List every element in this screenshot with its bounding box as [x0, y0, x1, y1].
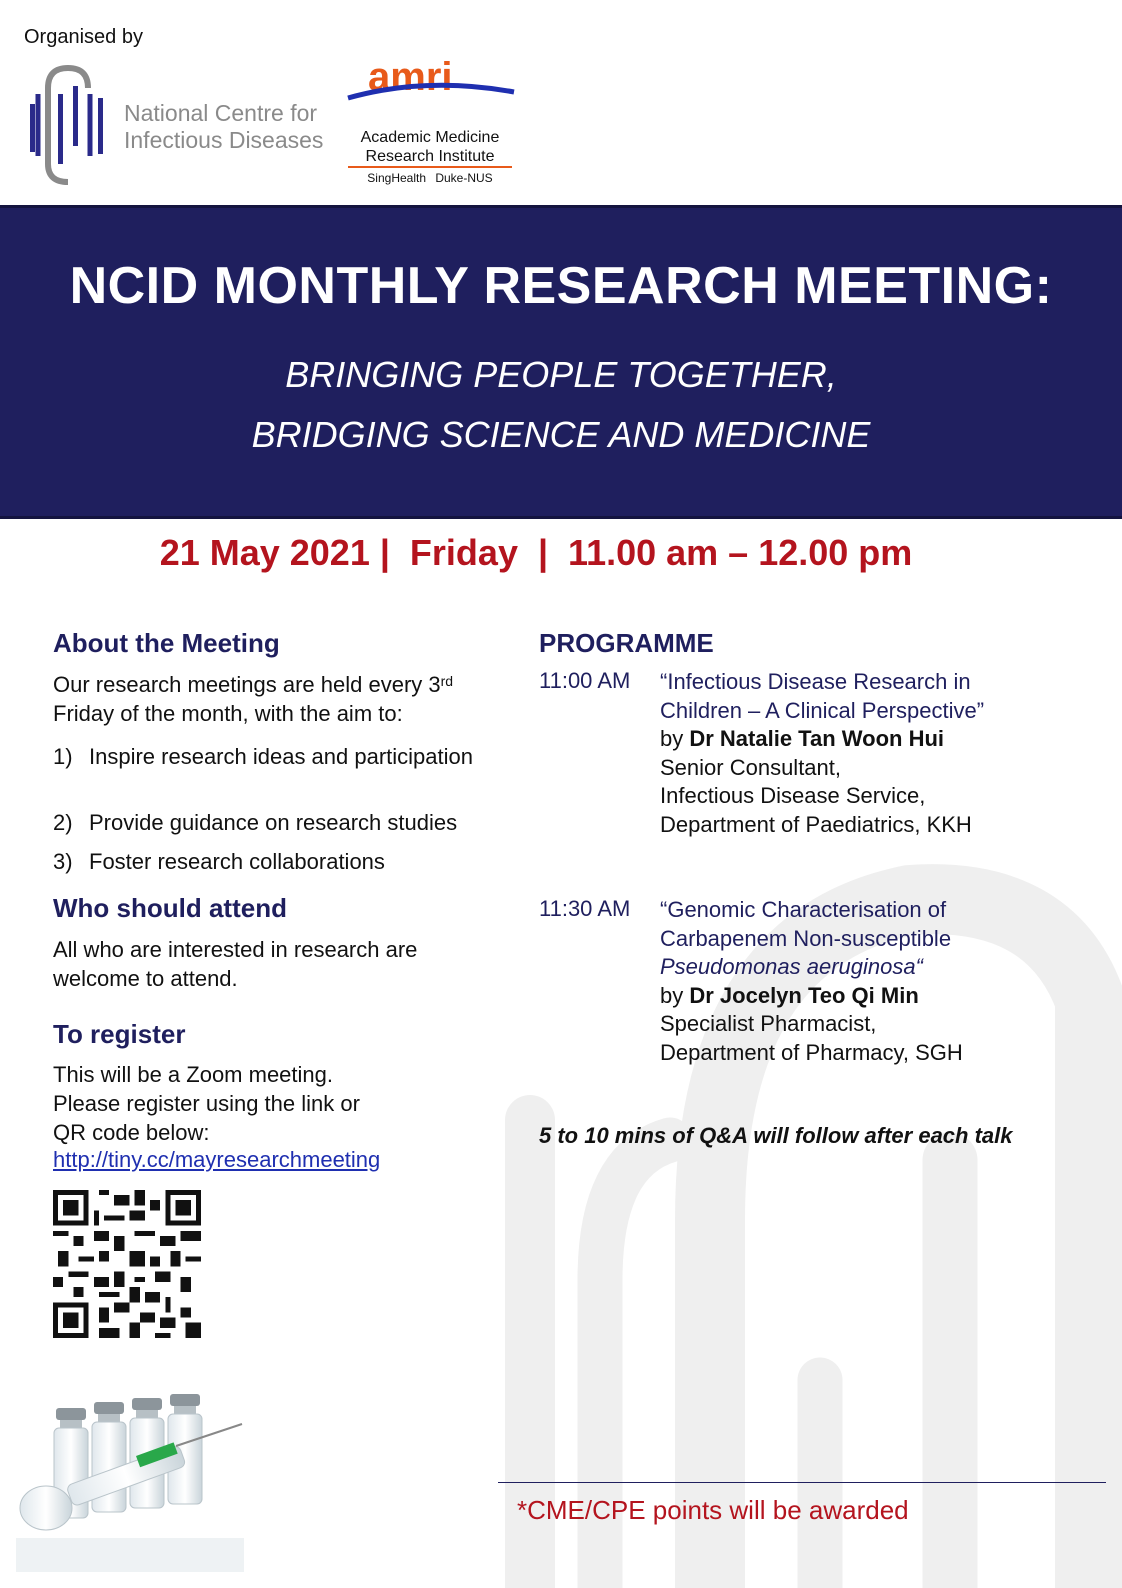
who-heading: Who should attend	[53, 893, 287, 923]
about-intro: Our research meetings are held every 3rd Friday of the month, with the aim to:	[53, 672, 454, 726]
talk-title: Pseudomonas aeruginosa“	[660, 954, 923, 980]
amri-name: Academic Medicine Research Institute	[360, 129, 500, 165]
page-title: NCID MONTHLY RESEARCH MEETING:	[69, 257, 1053, 315]
event-dateline: 21 May 2021 | Friday | 11.00 am – 12.00 pm	[159, 532, 913, 573]
who-text: All who are interested in research are welcome to attend.	[53, 937, 418, 991]
talk-title: Carbapenem Non-susceptible	[660, 925, 952, 951]
cme-note: *CME/CPE points will be awarded	[517, 1495, 909, 1525]
banner-subtitle-line1: BRINGING PEOPLE TOGETHER,	[285, 354, 837, 395]
ncid-name: National Centre for Infectious Diseases	[124, 100, 324, 153]
amri-divider	[348, 166, 512, 168]
qa-note: 5 to 10 mins of Q&A will follow after each talk	[539, 1123, 1013, 1148]
talk-title: Children – A Clinical Perspective”	[660, 697, 985, 723]
speaker-name: Dr Natalie Tan Woon Hui	[689, 726, 945, 752]
amri-logo-icon	[346, 56, 516, 102]
banner-subtitle-line2: BRIDGING SCIENCE AND MEDICINE	[251, 414, 871, 455]
register-text: This will be a Zoom meeting. Please register using the link or QR code below:	[53, 1062, 360, 1145]
talk-details: “Genomic Characterisation of Carbapenem Non-susceptible Pseudomonas aeruginosa“ by Dr Jocelyn Teo Qi Min Specialist Pharmacist, Department of Pharmacy, SGH	[660, 896, 1060, 1068]
programme-heading: PROGRAMME	[539, 628, 714, 658]
talk-title: “Genomic Characterisation of	[660, 897, 947, 922]
talk-time: 11:00 AM	[539, 668, 631, 693]
qr-code-icon[interactable]	[53, 1190, 201, 1338]
speaker-name: Dr Jocelyn Teo Qi Min	[689, 982, 919, 1008]
svg-text:amri: amri	[368, 56, 453, 99]
vaccine-vials-icon	[16, 1388, 244, 1572]
amri-partners: SingHealth Duke-NUS	[367, 171, 493, 185]
about-heading: About the Meeting	[53, 628, 280, 658]
talk-details: “Infectious Disease Research in Children – A Clinical Perspective” by Dr Natalie Tan Woon Hui Senior Consultant, Infectious Disease Service, Department of Paediatrics, KKH	[660, 668, 1060, 840]
ncid-logo-icon	[28, 64, 108, 186]
talk-time: 11:30 AM	[539, 896, 631, 921]
footer-divider	[498, 1482, 1106, 1483]
organised-by-label: Organised by	[24, 26, 143, 48]
register-link[interactable]: http://tiny.cc/mayresearchmeeting	[53, 1147, 381, 1172]
register-heading: To register	[53, 1019, 186, 1049]
talk-title: “Infectious Disease Research in	[660, 669, 971, 694]
